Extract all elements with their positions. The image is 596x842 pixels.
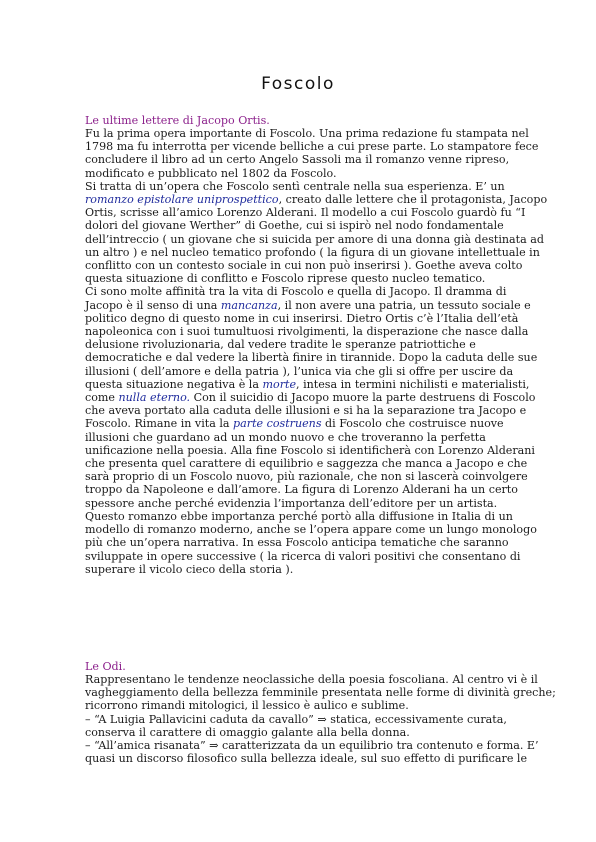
text-line: come nulla eterno. Con il suicidio di Jacopo muore la parte destruens di Foscolo xyxy=(85,391,536,405)
text-line: Jacopo è il senso di una mancanza, il non avere una patria, un tessuto sociale e xyxy=(85,298,531,312)
text-line: che aveva portato alla caduta delle illusioni e si ha la separazione tra Jacopo e xyxy=(85,404,527,418)
section-body-ortis xyxy=(85,127,548,576)
section-heading-odi: Le Odi. xyxy=(85,660,126,673)
text-line: sviluppate in opere successive ( la ricerca di valori positivi che consentano di xyxy=(85,549,521,563)
section-body-odi xyxy=(85,673,556,766)
text-line: Si tratta di un’opera che Foscolo sentì centrale nella sua esperienza. E’ un xyxy=(85,179,505,193)
text-line: – “All’amica risanata” ⇒ caratterizzata da un equilibrio tra contenuto e forma. E’ xyxy=(85,739,539,753)
text-line: un altro ) e nel nucleo tematico profondo ( la figura di un giovane intellettuale in xyxy=(85,245,540,259)
text-line: modello di romanzo moderno, anche se l’opera appare come un lungo monologo xyxy=(85,523,537,537)
text-line: sarà proprio di un Foscolo nuovo, più razionale, che non si lascerà coinvolgere xyxy=(85,470,528,484)
text-line: illusioni ( dell’amore e della patria ), l’unica via che gli si offre per uscire da xyxy=(85,364,514,378)
text-line: questa situazione di conflitto e Foscolo riprese questo nucleo tematico. xyxy=(85,272,486,286)
section-odi xyxy=(85,660,556,766)
text-line: superare il vicolo cieco della storia ). xyxy=(85,562,294,576)
text-line: ricorrono rimandi mitologici, il lessico è aulico e sublime. xyxy=(85,699,409,713)
text-line: napoleonica con i suoi tumultuosi rivolgimenti, la disperazione che nasce dalla xyxy=(85,325,529,339)
text-line: delusione rivoluzionaria, dal vedere tradite le speranze patriottiche e xyxy=(85,338,476,352)
highlighted-phrase: parte costruens xyxy=(233,417,322,431)
text-line: dell’intreccio ( un giovane che si suicida per amore di una donna già destinata ad xyxy=(85,232,544,246)
section-heading-ortis: Le ultime lettere di Jacopo Ortis. xyxy=(85,114,270,127)
highlighted-phrase: morte xyxy=(262,377,297,391)
highlighted-phrase: nulla eterno. xyxy=(118,391,191,405)
text-line: democratiche e dal vedere la libertà finire in tirannide. Dopo la caduta delle sue xyxy=(85,351,538,365)
text-line: – “A Luigia Pallavicini caduta da cavallo” ⇒ statica, eccessivamente curata, xyxy=(85,712,507,726)
text-line: conserva il carattere di omaggio galante alla bella donna. xyxy=(85,725,410,739)
text-line: Ortis, scrisse all’amico Lorenzo Alderani. Il modello a cui Foscolo guardò fu “I xyxy=(85,206,526,220)
text-line: questa situazione negativa è la morte, intesa in termini nichilisti e materialisti, xyxy=(85,377,530,391)
text-line: troppo da Napoleone e dall’amore. La figura di Lorenzo Alderani ha un certo xyxy=(85,483,518,497)
highlighted-phrase: romanzo epistolare uniprospettico xyxy=(85,193,279,207)
text-line: unificazione nella poesia. Alla fine Foscolo si identificherà con Lorenzo Alderani xyxy=(85,443,535,457)
text-line: Ci sono molte affinità tra la vita di Foscolo e quella di Jacopo. Il dramma di xyxy=(85,285,507,299)
text-line: 1798 ma fu interrotta per vicende belliche a cui prese parte. Lo stampatore fece xyxy=(85,140,539,154)
text-line: concludere il libro ad un certo Angelo Sassoli ma il romanzo venne ripreso, xyxy=(85,153,510,167)
text-line: dolori del giovane Werther” di Goethe, cui si ispirò nel nodo fondamentale xyxy=(85,219,504,233)
text-line: politico degno di questo nome in cui inserirsi. Dietro Ortis c’è l’Italia dell’età xyxy=(85,311,519,325)
text-line: Foscolo. Rimane in vita la parte costruens di Foscolo che costruisce nuove xyxy=(85,417,504,431)
section-ortis xyxy=(85,114,548,576)
text-line: più che un’opera narrativa. In essa Foscolo anticipa tematiche che saranno xyxy=(85,536,509,550)
text-line: romanzo epistolare uniprospettico, creato dalle lettere che il protagonista, Jacopo xyxy=(85,193,548,207)
text-line: quasi un discorso filosofico sulla bellezza ideale, sul suo effetto di purificare le xyxy=(85,752,528,766)
text-line: spessore anche perché evidenzia l’importanza dell’editore per un artista. xyxy=(85,496,498,510)
text-line: modificato e pubblicato nel 1802 da Foscolo. xyxy=(85,166,337,180)
document-title: Foscolo xyxy=(261,74,335,94)
highlighted-phrase: mancanza xyxy=(220,298,278,312)
text-line: conflitto con un contesto sociale in cui non può inserirsi ). Goethe aveva colto xyxy=(85,259,523,273)
text-line: Questo romanzo ebbe importanza perché portò alla diffusione in Italia di un xyxy=(85,509,513,523)
text-line: che presenta quel carattere di equilibrio e saggezza che manca a Jacopo e che xyxy=(85,457,528,471)
text-line: Rappresentano le tendenze neoclassiche della poesia foscoliana. Al centro vi è il xyxy=(85,673,538,686)
text-line: Fu la prima opera importante di Foscolo. Una prima redazione fu stampata nel xyxy=(85,127,529,140)
text-line: vagheggiamento della bellezza femminile presentata nelle forme di divinità greche; xyxy=(85,686,556,700)
text-line: illusioni che guardano ad un mondo nuovo e che troveranno la perfetta xyxy=(85,430,486,444)
